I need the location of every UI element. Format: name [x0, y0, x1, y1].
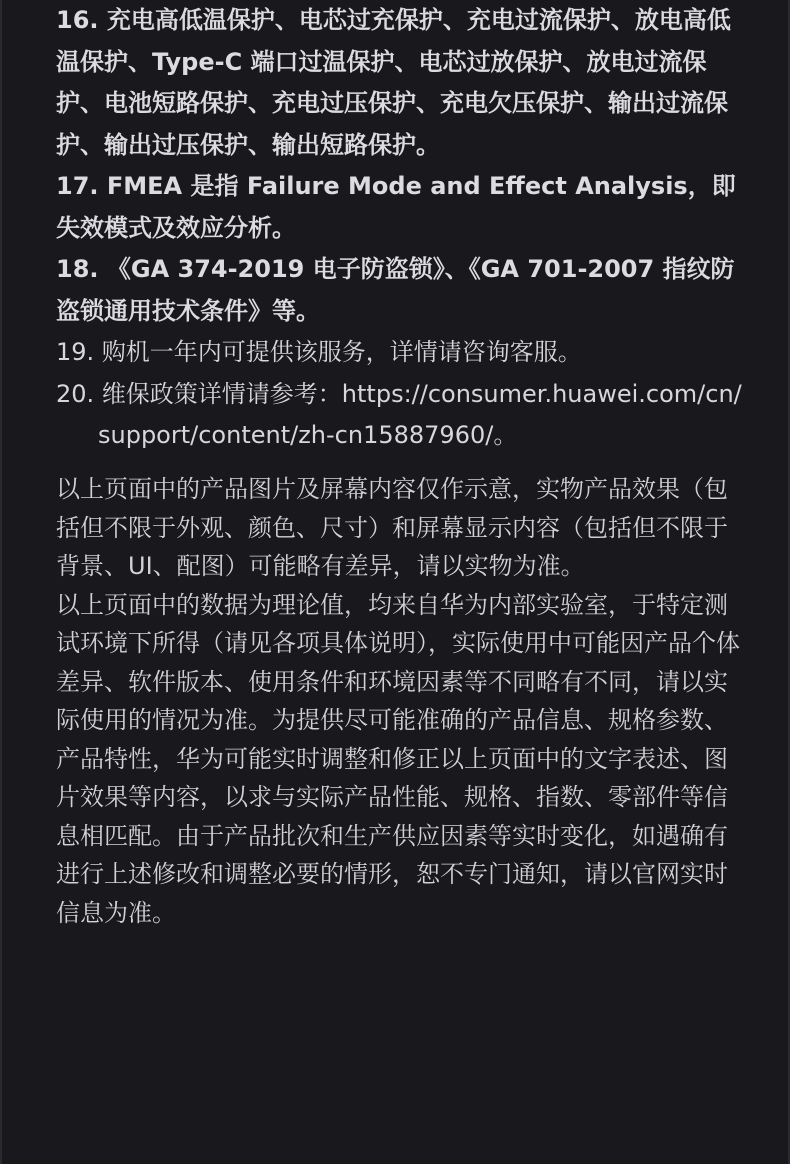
footnote-16 — [56, 0, 746, 166]
footnote-text: 充电高低温保护、电芯过充保护、充电过流保护、放电高低温保护、Type-C 端口过温保护、电芯过放保护、放电过流保护、电池短路保护、充电过压保护、充电欠压保护、输出过流保护、输出过压保护、输出短路保护。 — [56, 6, 731, 159]
footnote-number: 18. — [56, 255, 99, 283]
footnote-text: 购机一年内可提供该服务，详情请咨询客服。 — [101, 338, 582, 366]
footnote-number: 19. — [56, 338, 95, 366]
footnote-text: 《GA 374-2019 电子防盗锁》、《GA 701-2007 指纹防盗锁通用技术条件》等。 — [56, 255, 735, 325]
footnote-number: 16. — [56, 6, 99, 34]
footnote-number: 20. — [56, 379, 95, 408]
footnote-text: FMEA 是指 Failure Mode and Effect Analysis，即失效模式及效应分析。 — [56, 172, 736, 242]
footnotes-list — [56, 0, 746, 457]
disclaimer-paragraph-images: 以上页面中的产品图片及屏幕内容仅作示意，实物产品效果（包括但不限于外观、颜色、尺寸）和屏幕显示内容（包括但不限于背景、UI、配图）可能略有差异，请以实物为准。 — [56, 475, 728, 580]
disclaimer-paragraph-data: 以上页面中的数据为理论值，均来自华为内部实验室，于特定测试环境下所得（请见各项具体说明），实际使用中可能因产品个体差异、软件版本、使用条件和环境因素等不同略有不同，请以实际使用的情况为准。为提供尽可能准确的产品信息、规格参数、产品特性，华为可能实时调整和修正以上页面中的文字表述、图片效果等内容，以求与实际产品性能、规格、指数、零部件等信息相匹配。由于产品批次和生产供应因素等实时变化，如遇确有进行上述修改和调整必要的情形，恕不专门通知，请以官网实时信息为准。 — [56, 590, 740, 927]
footnote-19 — [56, 332, 746, 374]
footnote-number: 17. — [56, 172, 99, 200]
footnote-20 — [56, 374, 746, 457]
footnote-text-with-link: 维保政策详情请参考：https://consumer.huawei.com/cn/support/content/zh-cn15887960/。 — [98, 379, 742, 449]
disclaimer-section — [56, 470, 746, 932]
footnote-18 — [56, 249, 746, 332]
footnote-17 — [56, 166, 746, 249]
left-edge-divider — [0, 0, 2, 1164]
